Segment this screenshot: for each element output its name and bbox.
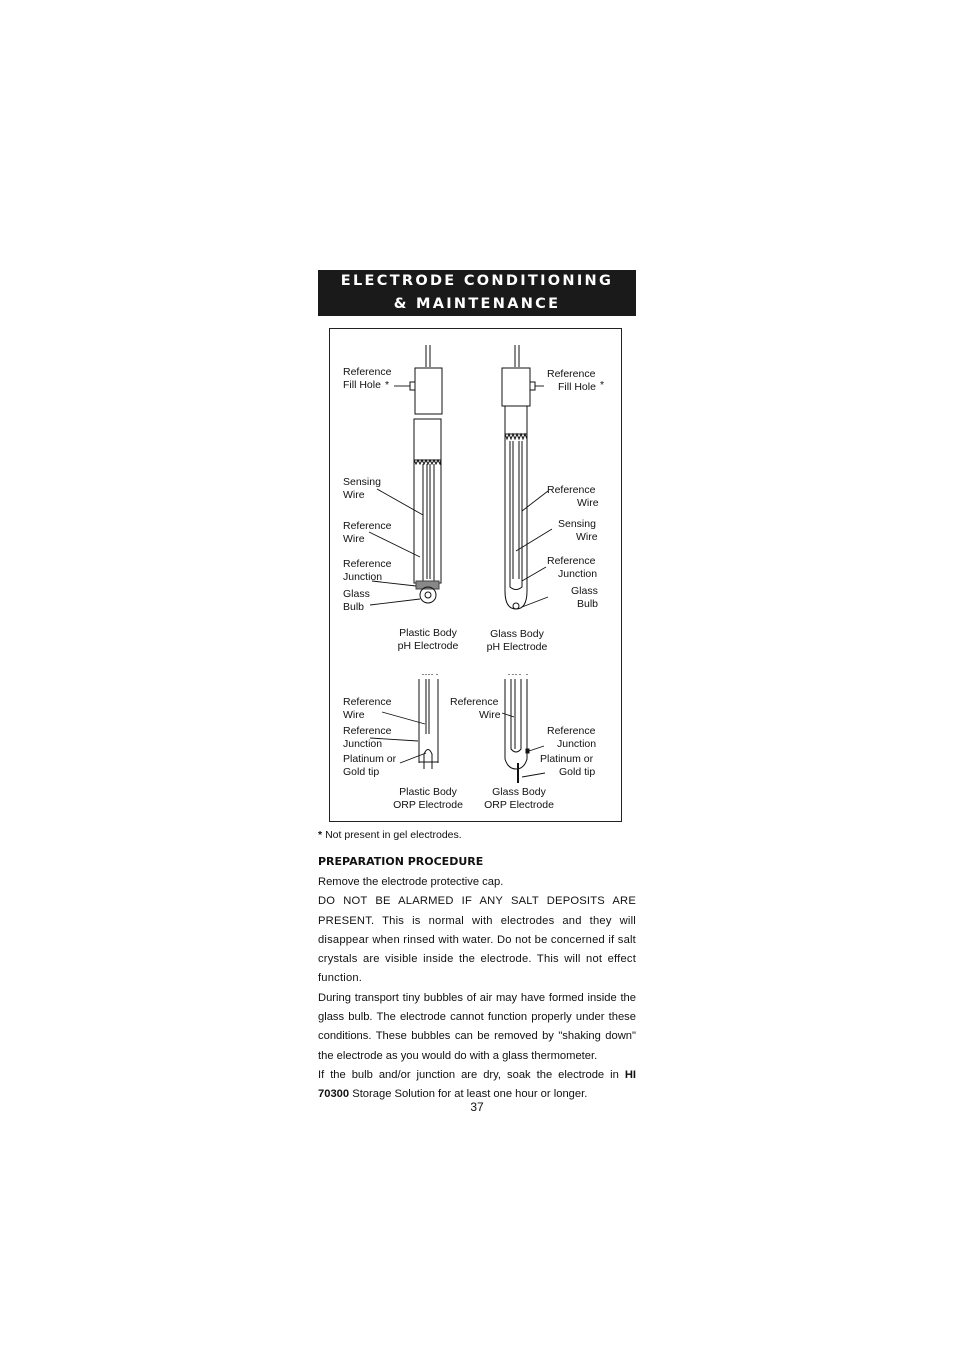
label-plastic-ph-sensing-wire-1: Sensing bbox=[343, 476, 381, 488]
paragraph-4 bbox=[318, 1066, 636, 1105]
label-glass-orp-junction-2: Junction bbox=[557, 738, 597, 750]
label-glass-ph-sensing-wire-1: Sensing bbox=[558, 518, 596, 530]
label-glass-orp-junction-1: Reference bbox=[547, 725, 596, 737]
paragraph-1: Remove the electrode protective cap. bbox=[318, 876, 504, 888]
label-glass-ph-junction-2: Junction bbox=[558, 568, 598, 580]
label-glass-orp-reference-wire-1: Reference bbox=[450, 696, 499, 708]
label-glass-ph-junction-1: Reference bbox=[547, 555, 596, 567]
label-plastic-ph-glass-bulb-1: Glass bbox=[343, 588, 370, 600]
label-glass-orp-tip-1: Platinum or bbox=[540, 753, 594, 765]
paragraph-4-end: Storage Solution for at least one hour or longer. bbox=[349, 1088, 588, 1101]
header-line-2: & MAINTENANCE bbox=[393, 296, 561, 312]
label-plastic-ph-junction-2: Junction bbox=[343, 571, 383, 583]
label-plastic-ph-sensing-wire-2: Wire bbox=[343, 489, 365, 501]
label-glass-ph-fill-hole-2: Fill Hole bbox=[558, 381, 596, 393]
label-plastic-ph-glass-bulb-2: Bulb bbox=[343, 601, 365, 613]
label-glass-ph-glass-bulb-2: Bulb bbox=[577, 598, 599, 610]
footnote-star: * bbox=[318, 829, 323, 841]
label-glass-orp-reference-wire-2: Wire bbox=[479, 709, 501, 721]
caption-glass-orp-2: ORP Electrode bbox=[484, 799, 554, 811]
footnote-text: Not present in gel electrodes. bbox=[325, 829, 462, 841]
paragraph-2: DO NOT BE ALARMED IF ANY SALT DEPOSITS ARE PRESENT. This is normal with electrodes and they will disappear when rinsed with water. Do not be concerned if salt crystals are visible inside the electrode. This will not effect function. bbox=[318, 895, 636, 985]
section-header bbox=[318, 270, 636, 316]
label-glass-ph-glass-bulb-1: Glass bbox=[571, 585, 598, 597]
label-plastic-orp-tip-1: Platinum or bbox=[343, 753, 397, 765]
label-plastic-ph-reference-wire-1: Reference bbox=[343, 520, 392, 532]
caption-glass-ph-1: Glass Body bbox=[490, 628, 544, 640]
label-plastic-orp-tip-2: Gold tip bbox=[343, 766, 380, 778]
label-plastic-ph-reference-wire-2: Wire bbox=[343, 533, 365, 545]
section-body bbox=[318, 873, 636, 1105]
label-plastic-ph-fill-hole-2: Fill Hole bbox=[343, 379, 381, 391]
caption-glass-orp-1: Glass Body bbox=[492, 786, 546, 798]
leader-lines bbox=[369, 386, 552, 777]
label-glass-ph-fill-hole-1: Reference bbox=[547, 368, 596, 380]
label-plastic-ph-asterisk: * bbox=[385, 379, 390, 391]
header-line-1: ELECTRODE CONDITIONING bbox=[340, 273, 614, 289]
label-plastic-orp-reference-wire-2: Wire bbox=[343, 709, 365, 721]
caption-glass-ph-2: pH Electrode bbox=[486, 641, 548, 653]
product-code: HI 70300 bbox=[318, 1068, 636, 1101]
label-plastic-ph-junction-1: Reference bbox=[343, 558, 392, 570]
caption-plastic-orp-2: ORP Electrode bbox=[393, 799, 463, 811]
label-glass-ph-sensing-wire-2: Wire bbox=[576, 531, 598, 543]
glass-ph-electrode-drawing bbox=[502, 345, 535, 609]
page-number: 37 bbox=[470, 1100, 484, 1114]
caption-plastic-ph-1: Plastic Body bbox=[399, 627, 457, 639]
label-plastic-orp-reference-wire-1: Reference bbox=[343, 696, 392, 708]
paragraph-4-start: If the bulb and/or junction are dry, soak the electrode in bbox=[318, 1068, 625, 1081]
label-glass-orp-tip-2: Gold tip bbox=[559, 766, 596, 778]
caption-plastic-ph-2: pH Electrode bbox=[397, 640, 459, 652]
label-glass-ph-asterisk: * bbox=[600, 379, 605, 391]
electrode-diagram bbox=[329, 328, 622, 822]
paragraph-3: During transport tiny bubbles of air may have formed inside the glass bulb. The electrode cannot function properly under these conditions. These bubbles can be removed by "shaking down" the electrode as you would do with a glass thermometer. bbox=[318, 991, 636, 1062]
caption-plastic-orp-1: Plastic Body bbox=[399, 786, 457, 798]
electrode-diagram-svg bbox=[330, 329, 623, 823]
glass-orp-electrode-drawing bbox=[505, 674, 529, 783]
label-plastic-orp-junction-1: Reference bbox=[343, 725, 392, 737]
label-plastic-ph-fill-hole-1: Reference bbox=[343, 366, 392, 378]
label-glass-ph-reference-wire-1: Reference bbox=[547, 484, 596, 496]
section-title: PREPARATION PROCEDURE bbox=[318, 855, 484, 868]
footnote bbox=[318, 829, 462, 841]
plastic-ph-electrode-drawing bbox=[410, 345, 442, 603]
label-glass-ph-reference-wire-2: Wire bbox=[577, 497, 599, 509]
label-plastic-orp-junction-2: Junction bbox=[343, 738, 383, 750]
